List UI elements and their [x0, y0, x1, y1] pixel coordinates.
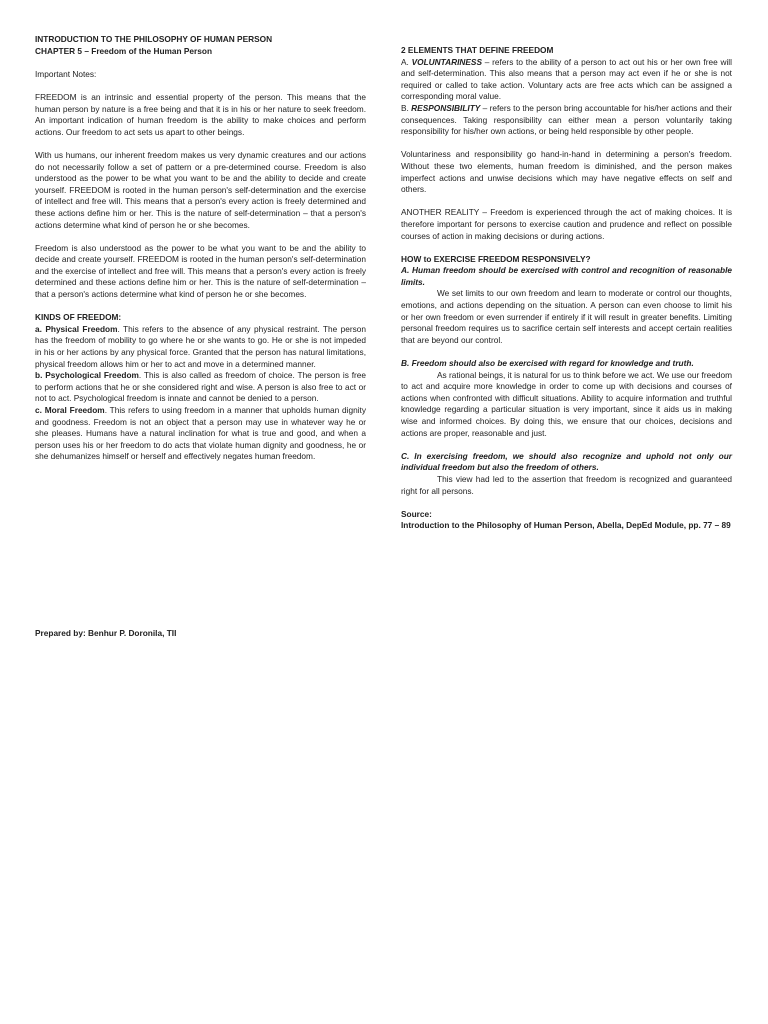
paragraph-another-reality: ANOTHER REALITY – Freedom is experienced through the act of making choices. It is therefore important for persons to exercise caution and prudence and reflect on possible courses of action in making decisions or during actions.	[401, 207, 732, 241]
element-voluntariness	[401, 57, 732, 103]
element-b-prefix: B.	[401, 102, 412, 113]
prepared-by: Prepared by: Benhur P. Doronila, TII	[35, 628, 177, 638]
kind-moral-label: c. Moral Freedom	[35, 405, 105, 415]
kind-moral-freedom	[35, 405, 366, 463]
paragraph-freedom-intro: FREEDOM is an intrinsic and essential property of the person. This means that the human person by nature is a free being and that it is in his or her nature to seek freedom. An important indication of human freedom is the ability to make choices and perform actions. Our freedom to act sets us apart to other beings.	[35, 91, 366, 137]
important-notes-label: Important Notes:	[35, 68, 97, 79]
kind-psychological-freedom	[35, 370, 366, 405]
right-column	[401, 45, 732, 532]
paragraph-freedom-power: Freedom is also understood as the power to be what you want to be and the ability to decide and create yourself. FREEDOM is rooted in the human person's self-determination and the exercise of intellect and free will. This means that a person's every action is freely determined and these actions define him or her. This is the nature of self-determination – that a person's actions determine what kind of person he or she becomes.	[35, 242, 366, 300]
document-title: INTRODUCTION TO THE PHILOSOPHY OF HUMAN PERSON	[35, 34, 273, 44]
paragraph-freedom-dynamic: With us humans, our inherent freedom makes us very dynamic creatures and our actions do not necessarily follow a set of pattern or a pre-determined course. Freedom is also understood as the power to be what you want to be and the ability to decide and create yourself. FREEDOM is rooted in the human person's self-determination and the exercise of intellect and free will. This means that a person's every action is freely determined and these actions define him or her. This is the nature of self-determination – that a person's actions determine what kind of person he or she becomes.	[35, 149, 366, 230]
left-column	[35, 34, 366, 463]
how-c-text: This view had led to the assertion that freedom is recognized and guaranteed right for all persons.	[401, 473, 732, 496]
element-responsibility	[401, 103, 732, 138]
elements-heading: 2 ELEMENTS THAT DEFINE FREEDOM	[401, 45, 554, 55]
how-b-title: B. Freedom should also be exercised with regard for knowledge and truth.	[401, 358, 694, 369]
kind-physical-text: . This refers to the absence of any physical restraint. The person has the freedom of mobility to go where he or she wants to go. He or she is not impeded in his or her actions by any physical force. Granted that the person has natural limitations, physical freedom allows him or her to act and move in a determined manner.	[35, 323, 366, 369]
kind-psychological-text: . This is also called as freedom of choice. The person is free to perform actions that he or she considered right and wise. A person is also free to act or not to act. Psychological freedom is innate and cannot be denied to a person.	[35, 370, 366, 404]
voluntariness-text: – refers to the ability of a person to act out his or her own free will and self-determination. This also means that a person may act even if he or she is not required or called to take action. Voluntary acts are free acts which can be assigned a corresponding moral value.	[401, 56, 732, 102]
paragraph-voluntariness-responsibility: Voluntariness and responsibility go hand-in-hand in determining a person's freedom. Without these two elements, human freedom is diminished, and the person makes imperfect actions and unwise decisions which may have negative effects on self and others.	[401, 149, 732, 195]
kind-physical-freedom	[35, 324, 366, 370]
chapter-title: CHAPTER 5 – Freedom of the Human Person	[35, 45, 213, 56]
voluntariness-label: VOLUNTARINESS	[411, 56, 482, 67]
how-a-text: We set limits to our own freedom and learn to moderate or control our thoughts, emotions, and actions depending on the situation. A person can even choose to limit his or her own freedom or even surrender if entirely if it will result in greater benefits. Limiting personal freedom requires us to sacrifice certain self interests and accept certain realities that are beyond our control.	[401, 288, 732, 345]
kinds-of-freedom-heading: KINDS OF FREEDOM:	[35, 312, 122, 323]
kind-moral-text: . This refers to using freedom in a manner that upholds human dignity and goodness. Freedom is not an object that a person may use in whatever way he or she pleases. Humans have a natural inclination for what is true and good, and when a person uses his or her freedom to do acts that violate human dignity and goodness, he or she dehumanizes himself or herself and effectively negates human freedom.	[35, 405, 366, 462]
source-label: Source:	[401, 508, 432, 519]
source-text: Introduction to the Philosophy of Human Person, Abella, DepEd Module, pp. 77 – 89	[401, 520, 731, 531]
responsibility-text: – refers to the person bring accountable for his/her actions and their consequences. Taking responsibility can either mean a person voluntarily taking responsibility for his/her own actions, or being held responsible by other people.	[401, 102, 732, 137]
kind-psychological-label: b. Psychological Freedom	[35, 370, 139, 381]
kind-physical-label: a. Physical Freedom	[35, 323, 118, 334]
how-b-text: As rational beings, it is natural for us to think before we act. We use our freedom to act and acquire more knowledge in order to come up with decisions and courses of actions when confronted with difficult situations. Ability to acquire information and truthful knowledge regarding a particular situation is very important, since it aids us in making wise and informed choices. By doing this, we ensure that our choices, decisions and actions are proper, reasonable and just.	[401, 369, 732, 438]
responsibility-label: RESPONSIBILITY	[411, 102, 481, 113]
element-a-prefix: A.	[401, 56, 412, 67]
how-c-title: C. In exercising freedom, we should also recognize and uphold not only our individual freedom but also the freedom of others.	[401, 450, 732, 473]
how-to-exercise-heading: HOW to EXERCISE FREEDOM RESPONSIVELY?	[401, 253, 591, 264]
how-a-title: A. Human freedom should be exercised with control and recognition of reasonable limits.	[401, 265, 732, 287]
